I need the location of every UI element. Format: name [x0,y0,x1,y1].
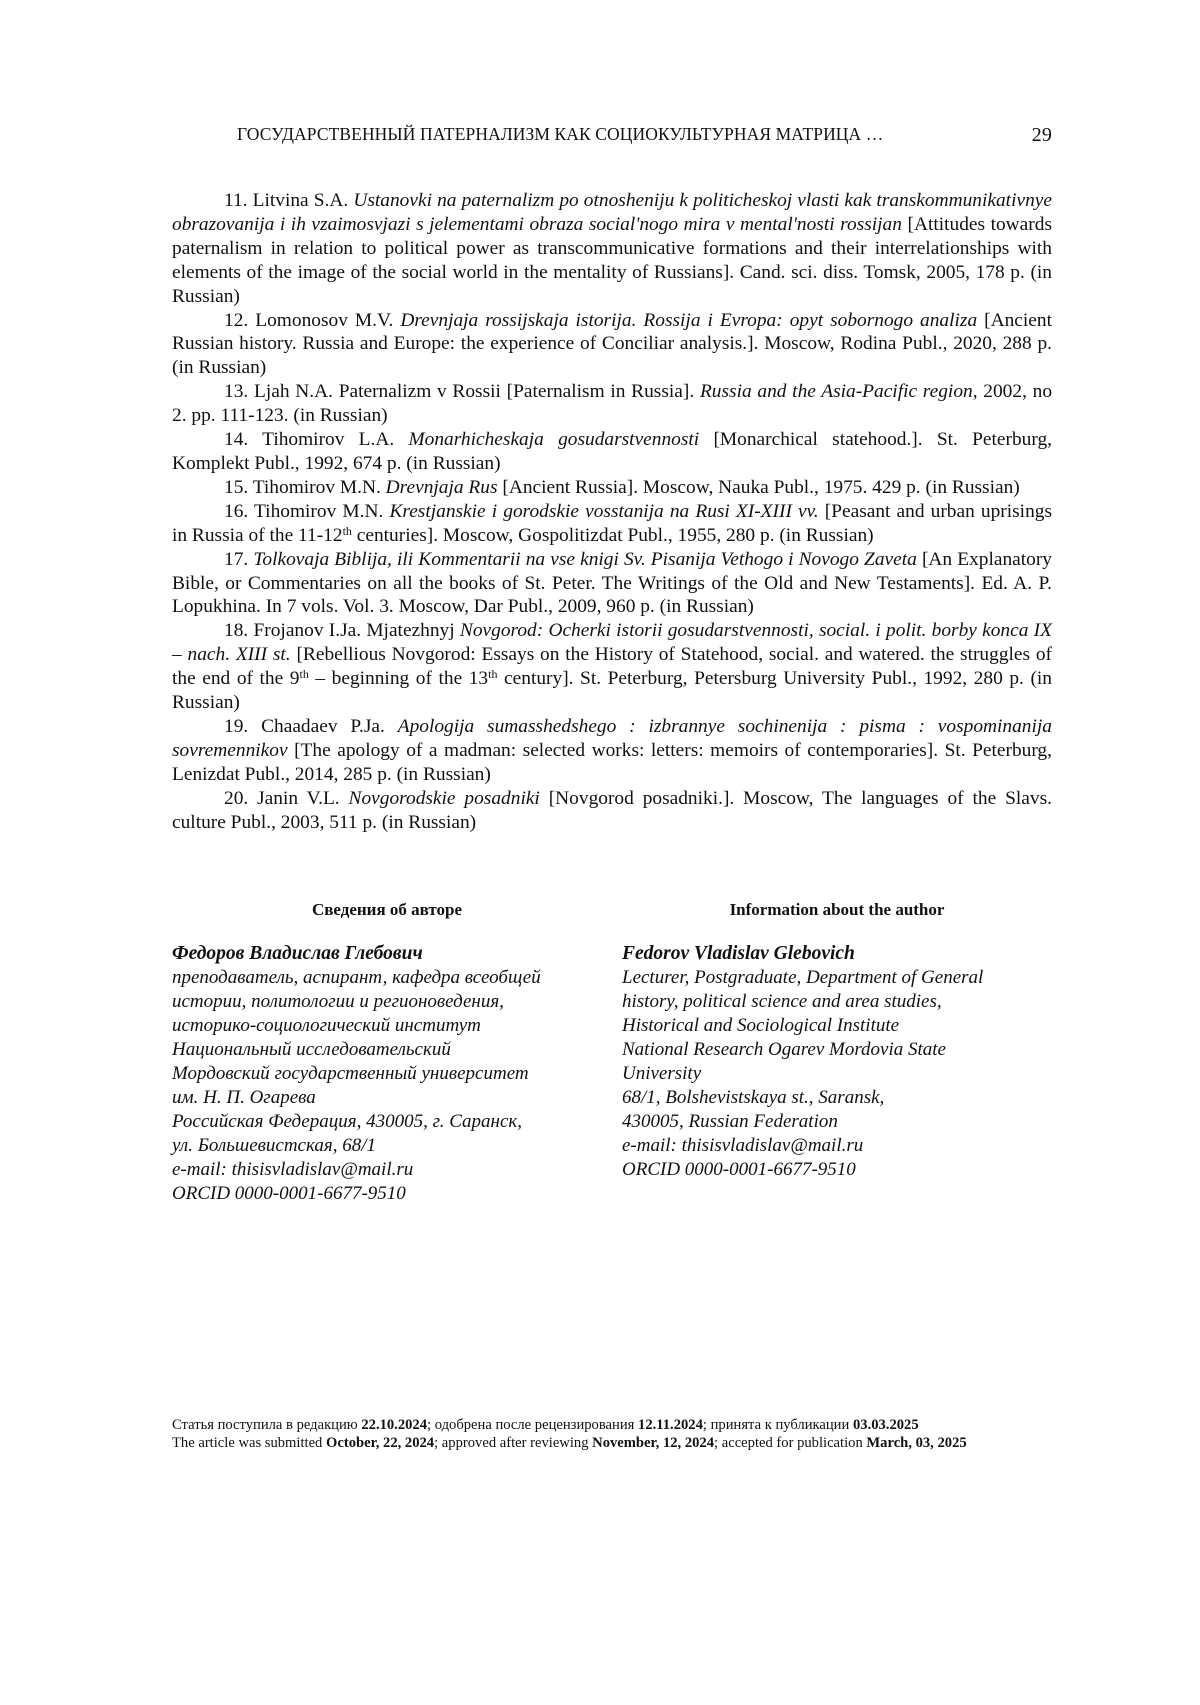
author-detail-line: Lecturer, Postgraduate, Department of General [622,966,1052,990]
author-detail-line: ул. Большевистская, 68/1 [172,1134,602,1158]
journal-page [0,0,1200,1705]
author-email-en: e-mail: thisisvladislav@mail.ru [622,1134,1052,1158]
running-title: ГОСУДАРСТВЕННЫЙ ПАТЕРНАЛИЗМ КАК СОЦИОКУЛЬТУРНАЯ МАТРИЦА … [237,124,883,145]
author-name-ru: Федоров Владислав Глебович [172,942,602,966]
author-detail-line: историко-социологический институт [172,1014,602,1038]
dates-russian: Статья поступила в редакцию 22.10.2024; одобрена после рецензирования 12.11.2024; принята к публикации 03.03.2025 [172,1416,1052,1434]
author-detail-line: преподаватель, аспирант, кафедра всеобщей [172,966,602,990]
reference-item: 15. Tihomirov M.N. Drevnjaja Rus [Ancient Russia]. Moscow, Nauka Publ., 1975. 429 p. (in Russian) [172,476,1052,500]
author-heading-en: Information about the author [622,898,1052,922]
author-detail-line: 68/1, Bolshevistskaya st., Saransk, [622,1086,1052,1110]
author-detail-line: National Research Ogarev Mordovia State [622,1038,1052,1062]
reference-item: 18. Frojanov I.Ja. Mjatezhnyj Novgorod: Ocherki istorii gosudarstvennosti, social. i polit. borby konca IX – nach. XIII st. [Rebellious Novgorod: Essays on the History of Statehood, social. and watered. the struggles of the end of the 9th – beginning of the 13th century]. St. Peterburg, Peters­burg University Publ., 1992, 280 p. (in Russian) [172,619,1052,715]
author-info-english [622,898,1052,1182]
author-detail-line: history, political science and area studies, [622,990,1052,1014]
author-detail-line: Мордовский государственный университет [172,1062,602,1086]
author-detail-line: Российская Федерация, 430005, г. Саранск, [172,1110,602,1134]
author-detail-line: истории, политологии и регионоведения, [172,990,602,1014]
reference-item: 14. Tihomirov L.A. Monarhicheskaja gosudarstvennosti [Monarchical statehood.]. St. Peter­burg, Komplekt Publ., 1992, 674 p. (in Russian) [172,428,1052,476]
reference-list [172,189,1052,834]
reference-item: 20. Janin V.L. Novgorodskie posadniki [Novgorod posadniki.]. Moscow, The languages of the Slavs. culture Publ., 2003, 511 p. (in Russian) [172,787,1052,835]
reference-item: 16. Tihomirov M.N. Krestjanskie i gorodskie vosstanija na Rusi XI-XIII vv. [Peasant and urban uprisings in Russia of the 11-12th centuries]. Moscow, Gospolitizdat Publ., 1955, 280 p. (in Russian) [172,500,1052,548]
reference-item: 11. Litvina S.A. Ustanovki na paternalizm po otnosheniju k politicheskoj vlasti kak transkom­munikativnye obrazovanija i ih vzaimosvjazi s jelementami obraza social'nogo mira v mental'nosti rossijan [Attitudes towards paternalism in relation to political power as transcommunicative for­mations and their interrelationships with elements of the image of the social world in the mentality of Russians]. Cand. sci. diss. Tomsk, 2005, 178 p. (in Russian) [172,189,1052,309]
reference-item: 13. Ljah N.A. Paternalizm v Rossii [Paternalism in Russia]. Russia and the Asia-Pacific re­gion, 2002, no 2. pp. 111-123. (in Russian) [172,380,1052,428]
reference-item: 19. Chaadaev P.Ja. Apologija sumasshedshego : izbrannye sochinenija : pisma : vospominani­ja sovremennikov [The apology of a madman: selected works: letters: memoirs of contemporaries]. St. Peterburg, Lenizdat Publ., 2014, 285 p. (in Russian) [172,715,1052,787]
author-orcid-ru: ORCID 0000-0001-6677-9510 [172,1182,602,1206]
author-name-en: Fedorov Vladislav Glebovich [622,942,1052,966]
author-orcid-en: ORCID 0000-0001-6677-9510 [622,1158,1052,1182]
author-detail-line: University [622,1062,1052,1086]
author-detail-line: Национальный исследовательский [172,1038,602,1062]
publication-dates [172,1416,1052,1452]
author-detail-line: Historical and Sociological Institute [622,1014,1052,1038]
reference-item: 17. Tolkovaja Biblija, ili Kommentarii na vse knigi Sv. Pisanija Vethogo i Novogo Zaveta [An Explanatory Bible, or Commentaries on all the books of St. Peter. The Writings of the Old and New Testaments]. Ed. A. P. Lopukhina. In 7 vols. Vol. 3. Moscow, Dar Publ., 2009, 960 p. (in Russian) [172,548,1052,620]
author-info-russian [172,898,602,1206]
page-number: 29 [1032,124,1052,147]
author-heading-ru: Сведения об авторе [172,898,602,922]
author-email-ru: e-mail: thisisvladislav@mail.ru [172,1158,602,1182]
author-detail-line: 430005, Russian Federation [622,1110,1052,1134]
author-detail-line: им. Н. П. Огарева [172,1086,602,1110]
dates-english: The article was submitted October, 22, 2024; approved after reviewing November, 12, 2024; accepted for publication March, 03, 2025 [172,1434,1052,1452]
reference-item: 12. Lomonosov M.V. Drevnjaja rossijskaja istorija. Rossija i Evropa: opyt sobornogo analiza [Ancient Russian history. Russia and Europe: the experience of Conciliar analysis.]. Moscow, Rodi­na Publ., 2020, 288 p. (in Russian) [172,309,1052,381]
